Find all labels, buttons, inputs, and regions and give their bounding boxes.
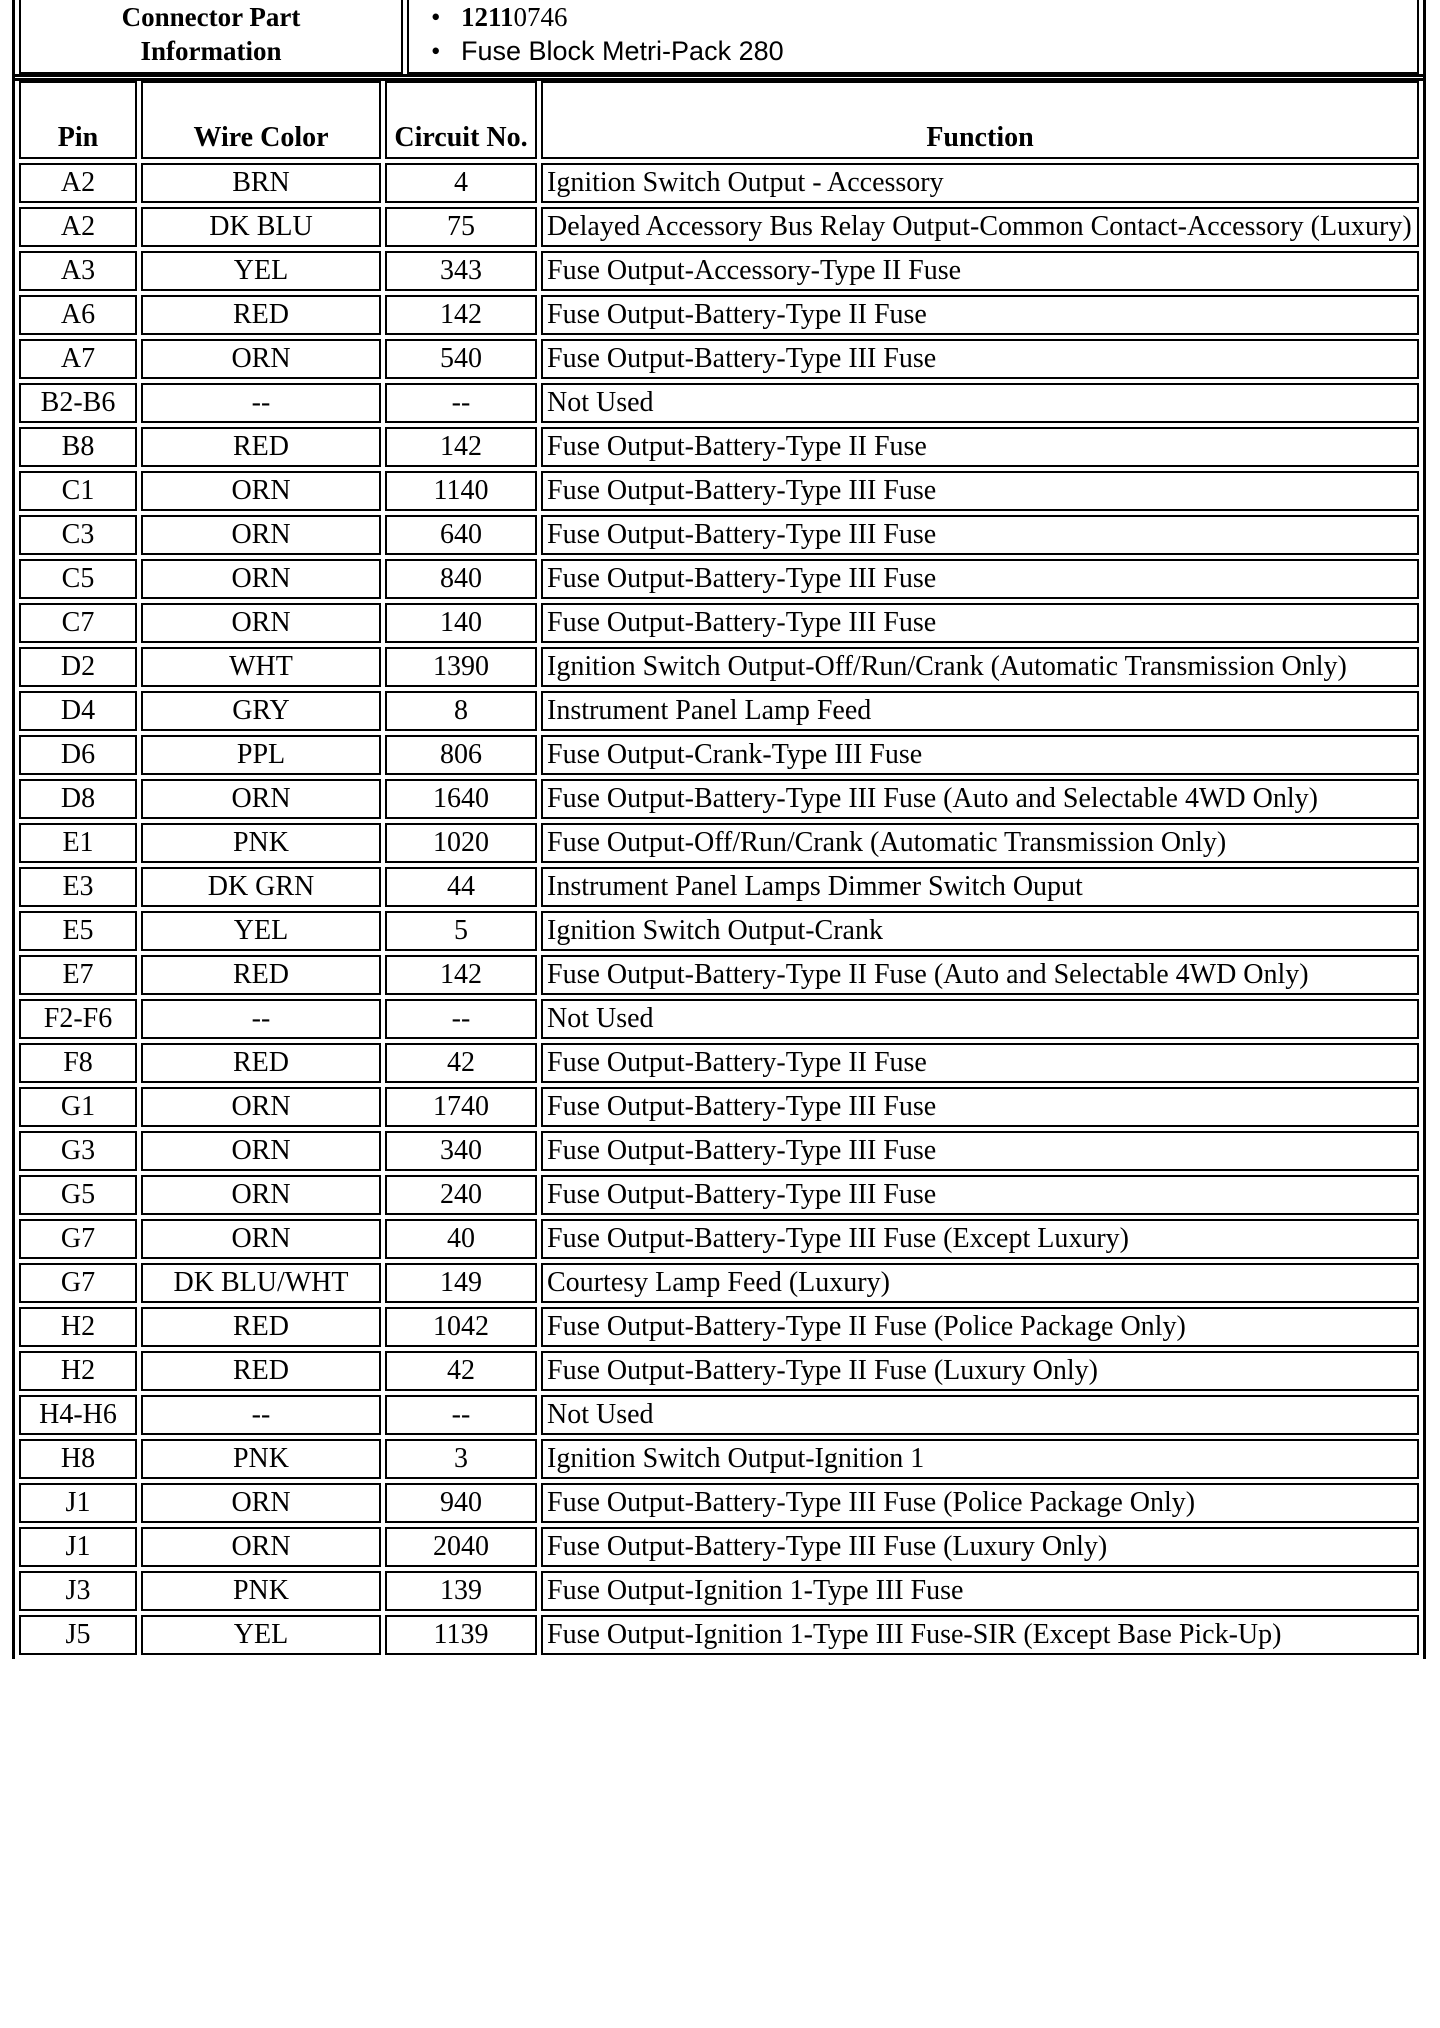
pin-cell: D4 xyxy=(19,691,137,731)
function-cell: Not Used xyxy=(541,383,1419,423)
function-cell: Not Used xyxy=(541,999,1419,1039)
function-cell: Fuse Output-Ignition 1-Type III Fuse-SIR (Except Base Pick-Up) xyxy=(541,1615,1419,1655)
wire-color-cell: PNK xyxy=(141,1439,381,1479)
connector-description-item xyxy=(461,34,1417,68)
function-cell: Courtesy Lamp Feed (Luxury) xyxy=(541,1263,1419,1303)
function-cell: Instrument Panel Lamps Dimmer Switch Ouput xyxy=(541,867,1419,907)
table-row xyxy=(19,867,1419,907)
wire-color-cell: ORN xyxy=(141,1483,381,1523)
table-row xyxy=(19,1043,1419,1083)
wire-color-cell: ORN xyxy=(141,559,381,599)
function-cell: Fuse Output-Battery-Type III Fuse (Auto and Selectable 4WD Only) xyxy=(541,779,1419,819)
wire-color-cell: RED xyxy=(141,295,381,335)
circuit-cell: 2040 xyxy=(385,1527,537,1567)
function-cell: Not Used xyxy=(541,1395,1419,1435)
header-wire-color: Wire Color xyxy=(141,81,381,159)
function-cell: Fuse Output-Battery-Type III Fuse (Police Package Only) xyxy=(541,1483,1419,1523)
circuit-cell: -- xyxy=(385,383,537,423)
connector-info-values xyxy=(407,0,1419,74)
function-cell: Fuse Output-Crank-Type III Fuse xyxy=(541,735,1419,775)
table-row xyxy=(19,339,1419,379)
table-row xyxy=(19,207,1419,247)
table-row xyxy=(19,559,1419,599)
function-cell: Delayed Accessory Bus Relay Output-Common Contact-Accessory (Luxury) xyxy=(541,207,1419,247)
table-row xyxy=(19,735,1419,775)
circuit-cell: 140 xyxy=(385,603,537,643)
table-row xyxy=(19,1351,1419,1391)
table-row xyxy=(19,955,1419,995)
wire-color-cell: -- xyxy=(141,1395,381,1435)
function-cell: Fuse Output-Battery-Type III Fuse xyxy=(541,339,1419,379)
circuit-cell: 142 xyxy=(385,955,537,995)
function-cell: Fuse Output-Battery-Type III Fuse xyxy=(541,471,1419,511)
table-row xyxy=(19,1087,1419,1127)
pin-cell: G3 xyxy=(19,1131,137,1171)
table-row xyxy=(19,471,1419,511)
circuit-cell: 4 xyxy=(385,163,537,203)
wire-color-cell: ORN xyxy=(141,1131,381,1171)
pin-cell: G7 xyxy=(19,1263,137,1303)
wire-color-cell: WHT xyxy=(141,647,381,687)
circuit-cell: 8 xyxy=(385,691,537,731)
table-row xyxy=(19,1219,1419,1259)
wire-color-cell: YEL xyxy=(141,911,381,951)
circuit-cell: 1140 xyxy=(385,471,537,511)
pin-cell: F8 xyxy=(19,1043,137,1083)
wire-color-cell: DK GRN xyxy=(141,867,381,907)
table-row xyxy=(19,1439,1419,1479)
table-row xyxy=(19,515,1419,555)
wire-color-cell: RED xyxy=(141,955,381,995)
circuit-cell: 142 xyxy=(385,295,537,335)
wire-color-cell: ORN xyxy=(141,1219,381,1259)
circuit-cell: 240 xyxy=(385,1175,537,1215)
wire-color-cell: ORN xyxy=(141,339,381,379)
table-row xyxy=(19,383,1419,423)
wire-color-cell: RED xyxy=(141,1307,381,1347)
pin-cell: J1 xyxy=(19,1483,137,1523)
function-cell: Fuse Output-Battery-Type III Fuse xyxy=(541,1087,1419,1127)
pin-cell: C3 xyxy=(19,515,137,555)
table-row xyxy=(19,1395,1419,1435)
table-row xyxy=(19,251,1419,291)
circuit-cell: 5 xyxy=(385,911,537,951)
table-row xyxy=(19,1483,1419,1523)
connector-info-label-line2: Information xyxy=(140,36,282,66)
function-cell: Ignition Switch Output-Crank xyxy=(541,911,1419,951)
table-row xyxy=(19,1263,1419,1303)
function-cell: Fuse Output-Battery-Type III Fuse xyxy=(541,559,1419,599)
connector-info-label xyxy=(19,0,403,74)
function-cell: Fuse Output-Battery-Type II Fuse xyxy=(541,1043,1419,1083)
circuit-cell: 1042 xyxy=(385,1307,537,1347)
pin-cell: J1 xyxy=(19,1527,137,1567)
circuit-cell: 540 xyxy=(385,339,537,379)
circuit-cell: 940 xyxy=(385,1483,537,1523)
wire-color-cell: RED xyxy=(141,1043,381,1083)
wire-color-cell: RED xyxy=(141,1351,381,1391)
connector-info-table xyxy=(12,0,1426,81)
pin-table xyxy=(12,74,1426,1659)
function-cell: Fuse Output-Battery-Type III Fuse xyxy=(541,1131,1419,1171)
wire-color-cell: ORN xyxy=(141,779,381,819)
pin-cell: J3 xyxy=(19,1571,137,1611)
table-row xyxy=(19,1131,1419,1171)
circuit-cell: 42 xyxy=(385,1043,537,1083)
circuit-cell: -- xyxy=(385,1395,537,1435)
circuit-cell: 139 xyxy=(385,1571,537,1611)
function-cell: Fuse Output-Battery-Type II Fuse (Auto and Selectable 4WD Only) xyxy=(541,955,1419,995)
pin-cell: A2 xyxy=(19,207,137,247)
table-row xyxy=(19,911,1419,951)
pin-cell: F2-F6 xyxy=(19,999,137,1039)
function-cell: Fuse Output-Battery-Type III Fuse xyxy=(541,603,1419,643)
part-number-bold: 1211 xyxy=(461,2,514,32)
header-function: Function xyxy=(541,81,1419,159)
pin-cell: E3 xyxy=(19,867,137,907)
circuit-cell: 1020 xyxy=(385,823,537,863)
table-row xyxy=(19,295,1419,335)
wire-color-cell: PNK xyxy=(141,823,381,863)
pin-cell: H2 xyxy=(19,1307,137,1347)
pin-cell: B2-B6 xyxy=(19,383,137,423)
pin-cell: A3 xyxy=(19,251,137,291)
wire-color-cell: YEL xyxy=(141,1615,381,1655)
pin-cell: H4-H6 xyxy=(19,1395,137,1435)
table-row xyxy=(19,1307,1419,1347)
pin-cell: H8 xyxy=(19,1439,137,1479)
table-row xyxy=(19,427,1419,467)
pin-cell: E5 xyxy=(19,911,137,951)
pin-cell: G1 xyxy=(19,1087,137,1127)
connector-info-label-line1: Connector Part xyxy=(121,2,301,32)
pin-cell: C5 xyxy=(19,559,137,599)
function-cell: Ignition Switch Output-Ignition 1 xyxy=(541,1439,1419,1479)
wire-color-cell: DK BLU/WHT xyxy=(141,1263,381,1303)
function-cell: Fuse Output-Battery-Type III Fuse (Except Luxury) xyxy=(541,1219,1419,1259)
function-cell: Fuse Output-Battery-Type II Fuse xyxy=(541,295,1419,335)
wire-color-cell: ORN xyxy=(141,1527,381,1567)
circuit-cell: 1139 xyxy=(385,1615,537,1655)
function-cell: Fuse Output-Off/Run/Crank (Automatic Transmission Only) xyxy=(541,823,1419,863)
pin-cell: A7 xyxy=(19,339,137,379)
part-number-item xyxy=(461,0,1417,34)
table-row xyxy=(19,1615,1419,1655)
circuit-cell: 40 xyxy=(385,1219,537,1259)
pin-cell: C1 xyxy=(19,471,137,511)
pin-cell: G7 xyxy=(19,1219,137,1259)
circuit-cell: 806 xyxy=(385,735,537,775)
pin-cell: H2 xyxy=(19,1351,137,1391)
function-cell: Ignition Switch Output-Off/Run/Crank (Automatic Transmission Only) xyxy=(541,647,1419,687)
pin-table-body xyxy=(19,163,1419,1655)
pin-cell: D6 xyxy=(19,735,137,775)
table-row xyxy=(19,823,1419,863)
wire-color-cell: -- xyxy=(141,383,381,423)
pin-cell: B8 xyxy=(19,427,137,467)
pin-cell: A6 xyxy=(19,295,137,335)
header-circuit-no: Circuit No. xyxy=(385,81,537,159)
wire-color-cell: -- xyxy=(141,999,381,1039)
table-row xyxy=(19,999,1419,1039)
table-row xyxy=(19,1175,1419,1215)
header-pin: Pin xyxy=(19,81,137,159)
circuit-cell: 840 xyxy=(385,559,537,599)
wire-color-cell: ORN xyxy=(141,471,381,511)
function-cell: Fuse Output-Battery-Type III Fuse xyxy=(541,1175,1419,1215)
function-cell: Fuse Output-Battery-Type III Fuse (Luxury Only) xyxy=(541,1527,1419,1567)
wire-color-cell: ORN xyxy=(141,1087,381,1127)
table-row xyxy=(19,1527,1419,1567)
function-cell: Fuse Output-Ignition 1-Type III Fuse xyxy=(541,1571,1419,1611)
circuit-cell: 3 xyxy=(385,1439,537,1479)
wire-color-cell: DK BLU xyxy=(141,207,381,247)
circuit-cell: 149 xyxy=(385,1263,537,1303)
table-row xyxy=(19,647,1419,687)
table-row xyxy=(19,691,1419,731)
function-cell: Instrument Panel Lamp Feed xyxy=(541,691,1419,731)
pin-cell: D8 xyxy=(19,779,137,819)
pin-cell: D2 xyxy=(19,647,137,687)
wire-color-cell: PNK xyxy=(141,1571,381,1611)
circuit-cell: 343 xyxy=(385,251,537,291)
circuit-cell: 142 xyxy=(385,427,537,467)
circuit-cell: 75 xyxy=(385,207,537,247)
wire-color-cell: ORN xyxy=(141,603,381,643)
circuit-cell: 1390 xyxy=(385,647,537,687)
connector-description: Fuse Block Metri-Pack 280 xyxy=(461,36,784,66)
function-cell: Fuse Output-Accessory-Type II Fuse xyxy=(541,251,1419,291)
function-cell: Fuse Output-Battery-Type II Fuse (Police Package Only) xyxy=(541,1307,1419,1347)
circuit-cell: 44 xyxy=(385,867,537,907)
table-row xyxy=(19,1571,1419,1611)
wire-color-cell: PPL xyxy=(141,735,381,775)
table-row xyxy=(19,779,1419,819)
wire-color-cell: RED xyxy=(141,427,381,467)
function-cell: Fuse Output-Battery-Type II Fuse (Luxury Only) xyxy=(541,1351,1419,1391)
pin-cell: G5 xyxy=(19,1175,137,1215)
function-cell: Fuse Output-Battery-Type II Fuse xyxy=(541,427,1419,467)
wire-color-cell: GRY xyxy=(141,691,381,731)
pin-cell: A2 xyxy=(19,163,137,203)
pin-cell: E1 xyxy=(19,823,137,863)
circuit-cell: 42 xyxy=(385,1351,537,1391)
circuit-cell: 1640 xyxy=(385,779,537,819)
wire-color-cell: YEL xyxy=(141,251,381,291)
wire-color-cell: BRN xyxy=(141,163,381,203)
circuit-cell: 1740 xyxy=(385,1087,537,1127)
circuit-cell: 340 xyxy=(385,1131,537,1171)
circuit-cell: -- xyxy=(385,999,537,1039)
part-number-rest: 0746 xyxy=(513,2,568,32)
function-cell: Fuse Output-Battery-Type III Fuse xyxy=(541,515,1419,555)
pin-cell: E7 xyxy=(19,955,137,995)
wire-color-cell: ORN xyxy=(141,1175,381,1215)
pin-cell: J5 xyxy=(19,1615,137,1655)
table-row xyxy=(19,603,1419,643)
circuit-cell: 640 xyxy=(385,515,537,555)
pin-cell: C7 xyxy=(19,603,137,643)
table-row xyxy=(19,163,1419,203)
function-cell: Ignition Switch Output - Accessory xyxy=(541,163,1419,203)
pin-table-header-row xyxy=(19,81,1419,159)
wire-color-cell: ORN xyxy=(141,515,381,555)
